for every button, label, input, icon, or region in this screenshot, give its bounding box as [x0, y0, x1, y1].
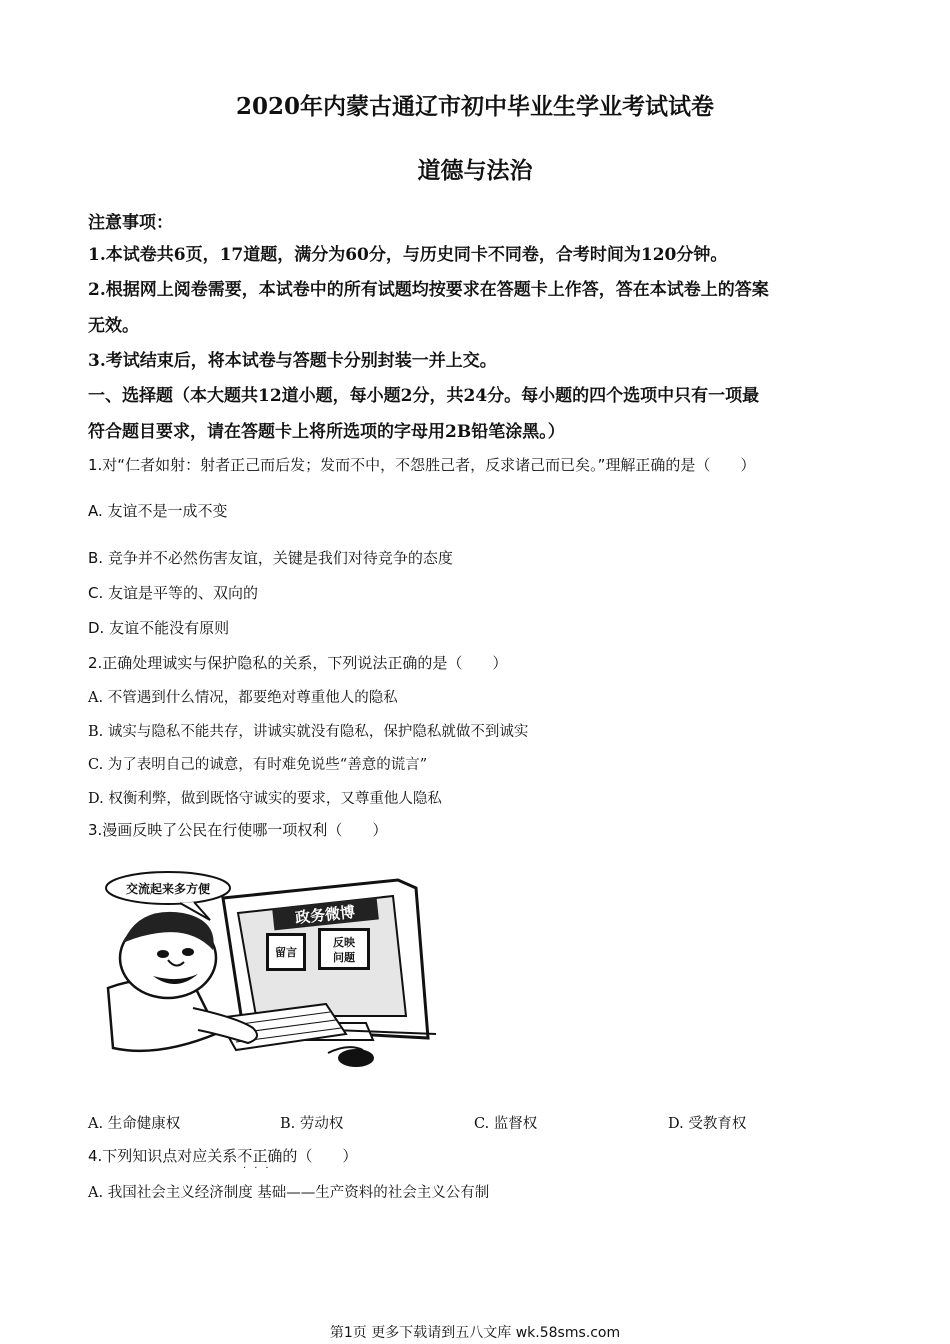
notice-item-3: 3.考试结束后，将本试卷与答题卡分别封装一并上交。	[88, 351, 497, 371]
bubble-text: 交流起来多方便	[125, 882, 211, 896]
question-4-stem-post: 的（ ）	[282, 1147, 358, 1165]
exam-subject: 道德与法治	[417, 157, 533, 184]
question-1-option-b: B. 竞争并不必然伤害友谊，关键是我们对待竞争的态度	[88, 549, 453, 567]
question-4-stem-pre: 4.下列知识点对应关系	[88, 1147, 238, 1165]
cartoon-illustration	[98, 858, 443, 1080]
page-footer: 第1页 更多下载请到五八文库 wk.58sms.com	[329, 1325, 621, 1341]
question-1-option-d: D. 友谊不能没有原则	[88, 619, 230, 637]
question-3-option-c: C. 监督权	[474, 1116, 538, 1132]
question-4-emphasis-text: 不正确	[237, 1147, 283, 1165]
question-2-option-d: D. 权衡利弊，做到既恪守诚实的要求，又尊重他人隐私	[88, 791, 442, 807]
mouse	[338, 1049, 374, 1067]
question-3-option-b: B. 劳动权	[280, 1116, 344, 1132]
question-4-stem	[88, 1145, 358, 1174]
screen-box-left-text: 留言	[275, 946, 297, 959]
exam-title: 2020年内蒙古通辽市初中毕业生学业考试试卷	[235, 93, 714, 120]
screen-box-right-text-2: 问题	[333, 951, 355, 964]
question-4-emphasis	[237, 1147, 283, 1174]
question-3-option-a: A. 生命健康权	[88, 1116, 181, 1132]
question-2-option-c: C. 为了表明自己的诚意，有时难免说些“善意的谎言”	[88, 757, 428, 773]
question-4-option-a: A. 我国社会主义经济制度 基础——生产资料的社会主义公有制	[88, 1185, 490, 1201]
question-2-option-b: B. 诚实与隐私不能共存，讲诚实就没有隐私，保护隐私就做不到诚实	[88, 724, 529, 740]
notice-item-1: 1.本试卷共6页，17道题，满分为60分，与历史同卡不同卷，合考时间为120分钟。	[88, 245, 728, 265]
section-heading-line-1: 一、选择题（本大题共12道小题，每小题2分，共24分。每小题的四个选项中只有一项最	[88, 386, 760, 406]
section-heading-line-2: 符合题目要求，请在答题卡上将所选项的字母用2B铅笔涂黑。）	[88, 422, 565, 442]
screen-title: 政务微博	[294, 902, 356, 928]
notice-heading: 注意事项：	[88, 213, 173, 233]
notice-item-2-line-1: 2.根据网上阅卷需要，本试卷中的所有试题均按要求在答题卡上作答，答在本试卷上的答案	[88, 280, 769, 300]
question-3-option-d: D. 受教育权	[668, 1116, 747, 1132]
question-2-option-a: A. 不管遇到什么情况，都要绝对尊重他人的隐私	[88, 690, 398, 706]
notice-item-2-line-2: 无效。	[88, 316, 139, 336]
question-1-option-c: C. 友谊是平等的、双向的	[88, 584, 259, 602]
question-2-stem: 2.正确处理诚实与保护隐私的关系，下列说法正确的是（ ）	[88, 654, 508, 672]
emphasis-dots: ···	[243, 1163, 277, 1174]
question-1-stem: 1.对“仁者如射：射者正己而后发；发而不中，不怨胜己者，反求诸己而已矣。”理解正确的是（ ）	[88, 456, 756, 474]
question-3-stem: 3.漫画反映了公民在行使哪一项权利（ ）	[88, 821, 388, 839]
question-1-option-a: A. 友谊不是一成不变	[88, 502, 228, 520]
screen-box-right-text-1: 反映	[333, 936, 355, 949]
